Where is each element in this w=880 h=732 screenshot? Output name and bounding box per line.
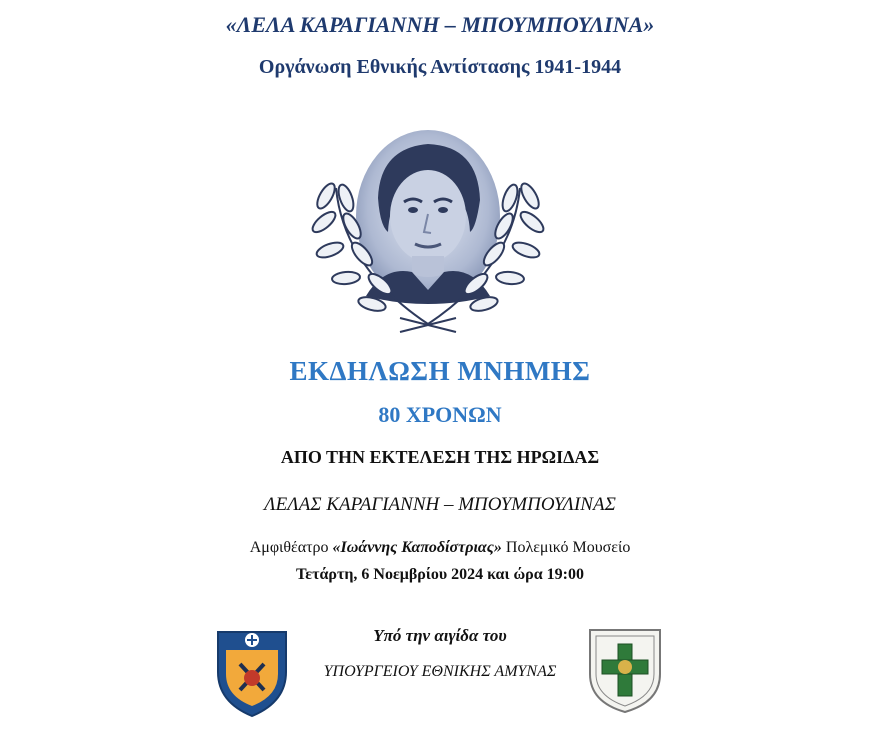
portrait-with-laurel-wreath — [300, 128, 556, 334]
organization-subtitle: Οργάνωση Εθνικής Αντίστασης 1941-1944 — [258, 56, 622, 78]
venue-line — [0, 539, 880, 557]
portrait-icon — [300, 128, 556, 334]
venue-suffix: Πολεμικό Μουσείο — [501, 539, 631, 556]
years-label: 80 ΧΡΟΝΩΝ — [378, 402, 502, 427]
venue-hall: «Ιωάννης Καποδίστριας» — [332, 539, 502, 556]
event-title: ΕΚΔΗΛΩΣΗ ΜΝΗΜΗΣ — [289, 356, 591, 386]
venue-prefix: Αμφιθέατρο — [249, 539, 333, 556]
military-shield-emblem-icon — [212, 624, 292, 718]
from-execution-line: ΑΠΟ ΤΗΝ ΕΚΤΕΛΕΣΗ ΤΗΣ ΗΡΩΙΔΑΣ — [280, 447, 600, 467]
event-datetime: Τετάρτη, 6 Νοεμβρίου 2024 και ώρα 19:00 — [296, 566, 584, 583]
aegis-line-1: Υπό την αιγίδα του — [373, 626, 507, 645]
organization-name: «ΛΕΛΑ ΚΑΡΑΓΙΑΝΝΗ – ΜΠΟΥΜΠΟΥΛΙΝΑ» — [225, 12, 655, 37]
heroine-name: ΛΕΛΑΣ ΚΑΡΑΓΙΑΝΝΗ – ΜΠΟΥΜΠΟΥΛΙΝΑΣ — [264, 494, 616, 515]
green-cross-emblem-icon — [582, 624, 668, 714]
aegis-line-2: ΥΠΟΥΡΓΕΙΟΥ ΕΘΝΙΚΗΣ ΑΜΥΝΑΣ — [323, 663, 557, 680]
